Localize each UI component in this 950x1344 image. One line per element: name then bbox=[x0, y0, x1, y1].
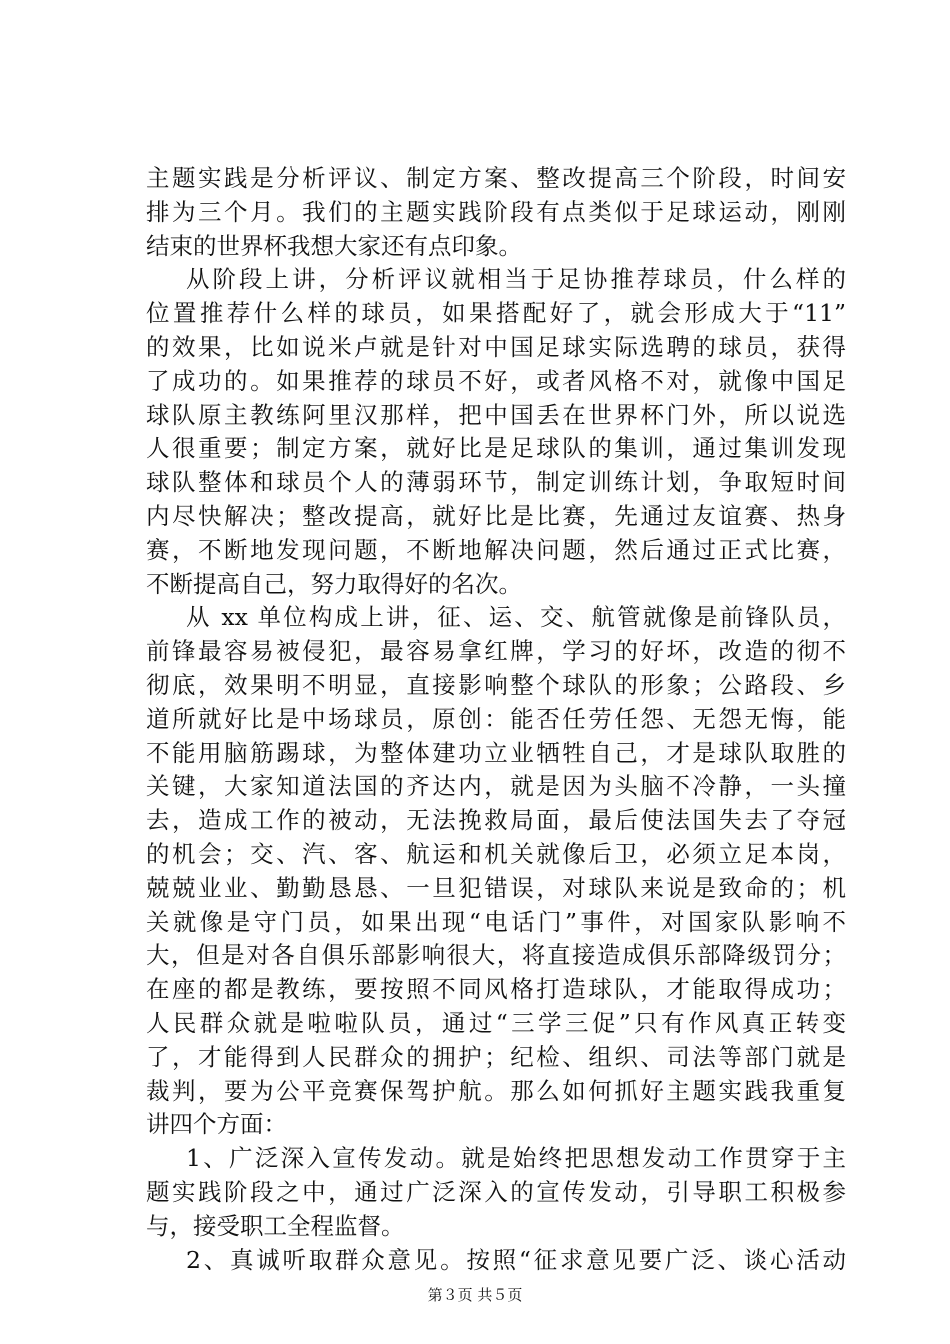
text-line: 道所就好比是中场球员，原创：能否任劳任怨、无怨无悔，能 bbox=[146, 704, 846, 733]
text-line: 前锋最容易被侵犯，最容易拿红牌，学习的好坏，改造的彻不 bbox=[146, 637, 846, 666]
text-line: 球队整体和球员个人的薄弱环节，制定训练计划，争取短时间 bbox=[146, 468, 846, 497]
text-line: 与，接受职工全程监督。 bbox=[146, 1211, 405, 1240]
text-line: 结束的世界杯我想大家还有点印象。 bbox=[146, 231, 522, 260]
text-line: 人民群众就是啦啦队员，通过“三学三促”只有作风真正转变 bbox=[146, 1008, 846, 1037]
text-line: 人很重要；制定方案，就好比是足球队的集训，通过集训发现 bbox=[146, 434, 846, 463]
text-line: 内尽快解决；整改提高，就好比是比赛，先通过友谊赛、热身 bbox=[146, 501, 846, 530]
text-line: 题实践阶段之中，通过广泛深入的宣传发动，引导职工积极参 bbox=[146, 1177, 846, 1206]
text-line: 关键，大家知道法国的齐达内，就是因为头脑不冷静，一头撞 bbox=[146, 772, 846, 801]
text-line: 的效果，比如说米卢就是针对中国足球实际选聘的球员，获得 bbox=[146, 332, 846, 361]
text-line: 1、广泛深入宣传发动。就是始终把思想发动工作贯穿于主 bbox=[186, 1144, 846, 1173]
text-line: 在座的都是教练，要按照不同风格打造球队，才能取得成功； bbox=[146, 975, 846, 1004]
text-line: 主题实践是分析评议、制定方案、整改提高三个阶段，时间安 bbox=[146, 164, 846, 192]
text-line: 大，但是对各自俱乐部影响很大，将直接造成俱乐部降级罚分； bbox=[146, 941, 846, 970]
text-line: 去，造成工作的被动，无法挽救局面，最后使法国失去了夺冠 bbox=[146, 806, 846, 835]
text-line: 讲四个方面： bbox=[146, 1110, 287, 1139]
text-line: 不断提高自己，努力取得好的名次。 bbox=[146, 569, 522, 598]
text-line: 了，才能得到人民群众的拥护；纪检、组织、司法等部门就是 bbox=[146, 1042, 846, 1071]
text-line: 赛，不断地发现问题，不断地解决问题，然后通过正式比赛， bbox=[146, 535, 846, 564]
text-line: 从 xx 单位构成上讲，征、运、交、航管就像是前锋队员， bbox=[186, 603, 846, 632]
text-line: 不能用脑筋踢球，为整体建功立业牺牲自己，才是球队取胜的 bbox=[146, 738, 846, 767]
body-text bbox=[146, 162, 846, 1277]
text-line: 关就像是守门员，如果出现“电话门”事件，对国家队影响不 bbox=[146, 907, 846, 936]
text-line: 从阶段上讲，分析评议就相当于足协推荐球员，什么样的 bbox=[186, 265, 846, 294]
page-footer: 第３页 共５页 bbox=[427, 1286, 523, 1304]
text-line: 的机会；交、汽、客、航运和机关就像后卫，必须立足本岗， bbox=[146, 839, 846, 868]
text-line: 球队原主教练阿里汉那样，把中国丢在世界杯门外，所以说选 bbox=[146, 400, 846, 429]
text-line: 裁判，要为公平竞赛保驾护航。那么如何抓好主题实践我重复 bbox=[146, 1076, 846, 1105]
text-line: 彻底，效果明不明显，直接影响整个球队的形象；公路段、乡 bbox=[146, 670, 846, 699]
text-line: 2、真诚听取群众意见。按照“征求意见要广泛、谈心活动 bbox=[186, 1245, 846, 1274]
text-line: 了成功的。如果推荐的球员不好，或者风格不对，就像中国足 bbox=[146, 366, 846, 395]
text-line: 排为三个月。我们的主题实践阶段有点类似于足球运动，刚刚 bbox=[146, 197, 846, 226]
text-line: 兢兢业业、勤勤恳恳、一旦犯错误，对球队来说是致命的；机 bbox=[146, 873, 846, 902]
text-line: 位置推荐什么样的球员，如果搭配好了，就会形成大于“11” bbox=[146, 299, 846, 328]
